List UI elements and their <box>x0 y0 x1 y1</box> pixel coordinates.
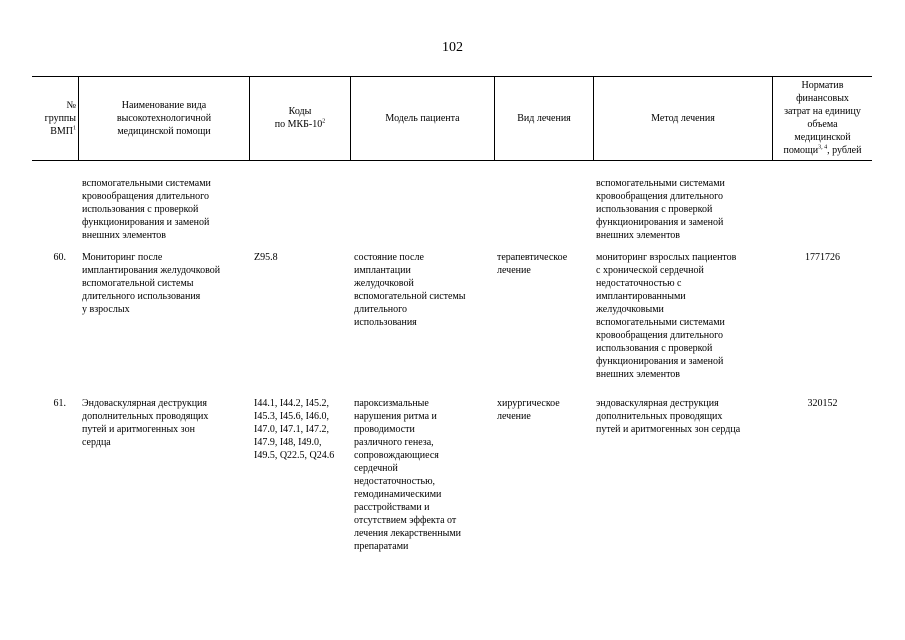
row-method-text: мониторинг взрослых пациентов с хронической сердечной недостаточностью с имплантированными желудочковыми вспомогательными системами кровообращения длительного использования с проверкой функционирования и заменой внешних элементов <box>596 252 737 380</box>
header-group-number-text: № группы ВМП <box>44 99 76 137</box>
row-number-text: 60. <box>53 252 66 263</box>
row-codes-text: I44.1, I44.2, I45.2, I45.3, I45.6, I46.0, I47.0, I47.1, I47.2, I47.9, I48, I49.0, I49.5, Q22.5, Q24.6 <box>254 398 335 461</box>
row-price-text: 320152 <box>807 398 838 409</box>
row-method-text: эндоваскулярная деструкция дополнительных проводящих путей и аритмогенных зон сердца <box>596 398 741 435</box>
row-number <box>32 397 66 410</box>
row-price-text: 1771726 <box>805 252 840 263</box>
header-cost-norm-unit: , рублей <box>827 145 862 156</box>
row-number-text: 61. <box>53 398 66 409</box>
header-treatment-type <box>495 76 593 160</box>
header-cost-norm <box>773 76 872 160</box>
header-codes-text: Коды по МКБ-10 <box>274 106 323 130</box>
row-treatment-text: хирургическое лечение <box>497 398 560 422</box>
row-method <box>596 251 772 381</box>
row-method <box>596 177 772 242</box>
row-model <box>354 251 492 329</box>
row-name-text: вспомогательными системами кровообращения длительного использования с проверкой функционирования и заменой внешних элементов <box>82 178 211 241</box>
row-codes <box>254 251 350 264</box>
row-method <box>596 397 772 436</box>
header-treatment-type-text: Вид лечения <box>517 112 571 124</box>
row-number <box>32 251 66 264</box>
header-method <box>594 76 772 160</box>
row-price <box>773 251 872 264</box>
header-method-text: Метод лечения <box>651 112 715 124</box>
row-codes-text: Z95.8 <box>254 252 278 263</box>
row-name <box>82 251 248 316</box>
header-patient-model-text: Модель пациента <box>385 112 460 124</box>
row-treatment-text: терапевтическое лечение <box>497 252 568 276</box>
header-patient-model <box>351 76 494 160</box>
row-method-text: вспомогательными системами кровообращения длительного использования с проверкой функционирования и заменой внешних элементов <box>596 178 725 241</box>
row-model-text: пароксизмальные нарушения ритма и проводимости различного генеза, сопровождающиеся сердечной недостаточностью, гемодинамическими расстройствами и отсутствием эффекта от лечения лекарственными препаратами <box>354 398 462 552</box>
row-price <box>773 397 872 410</box>
row-codes <box>254 397 350 462</box>
header-group-number <box>32 76 78 160</box>
row-name-text: Мониторинг после имплантирования желудочковой вспомогательной системы длительного использования у взрослых <box>82 252 221 315</box>
row-model <box>354 397 492 553</box>
footnote-mark: 1 <box>73 125 76 132</box>
page-number: 102 <box>442 40 463 55</box>
row-treatment <box>497 251 592 277</box>
row-model-text: состояние после имплантации желудочковой вспомогательной системы длительного использования <box>354 252 466 328</box>
row-treatment <box>497 397 592 423</box>
footnote-mark: 3, 4 <box>818 144 828 151</box>
header-name-text: Наименование вида высокотехнологичной медицинской помощи <box>116 99 212 137</box>
row-name <box>82 397 248 449</box>
header-cost-norm-text: Норматив финансовых затрат на единицу объема медицинской помощи <box>783 80 861 156</box>
header-codes <box>250 76 350 160</box>
table-header-rule <box>32 160 872 161</box>
row-name <box>82 177 248 242</box>
row-name-text: Эндоваскулярная деструкция дополнительных проводящих путей и аритмогенных зон сердца <box>82 398 209 448</box>
header-name <box>79 76 249 160</box>
footnote-mark: 2 <box>322 118 326 125</box>
